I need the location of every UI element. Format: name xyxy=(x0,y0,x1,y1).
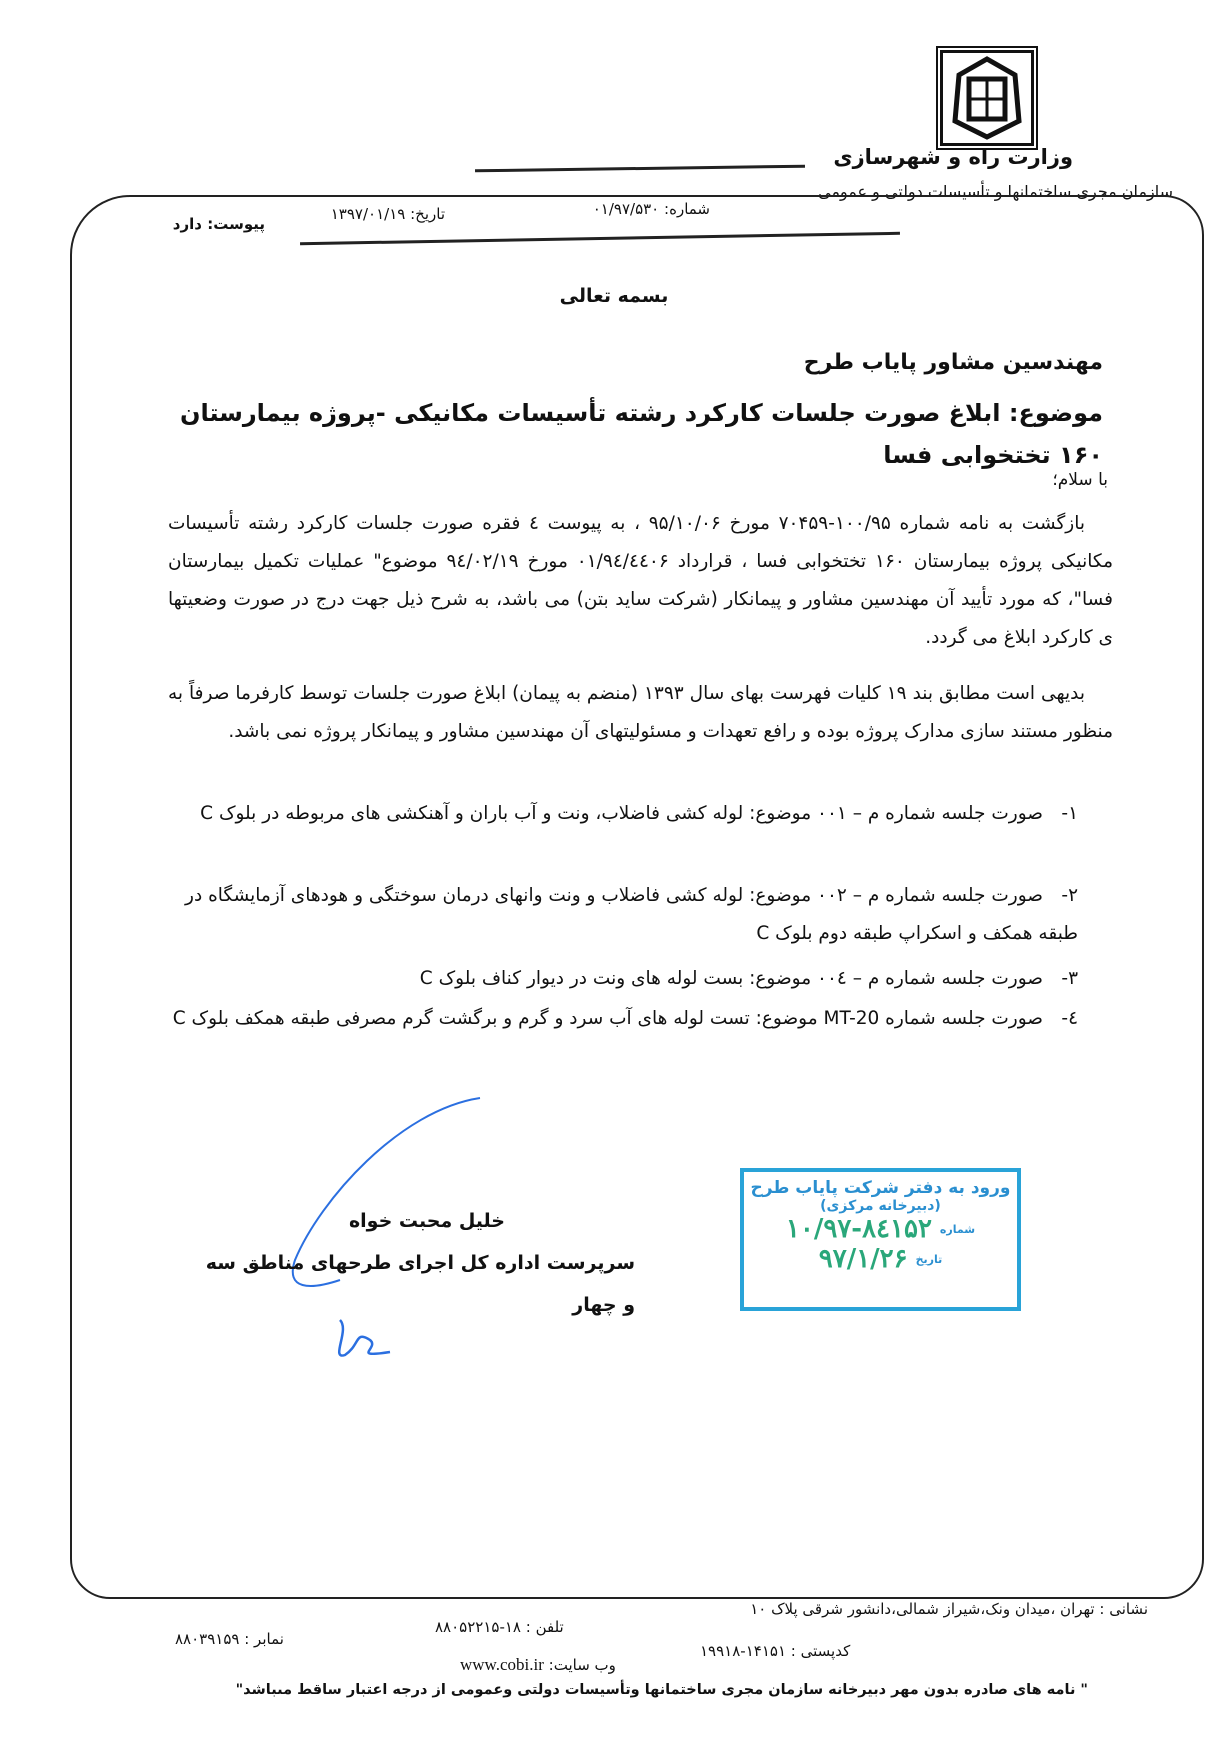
stamp-number-label: شماره xyxy=(939,1222,976,1236)
item-text: صورت جلسه شماره MT-20 موضوع: تست لوله های آب سرد و گرم و برگشت گرم مصرفی طبقه همکف بلوک C xyxy=(172,1008,1043,1029)
item-number: ۳- xyxy=(1061,968,1078,989)
addressee: مهندسین مشاور پایاب طرح xyxy=(803,350,1103,375)
organization-name: سازمان مجری ساختمانها و تأسیسات دولتی و عمومی xyxy=(818,182,1173,201)
body-paragraph: بدیهی است مطابق بند ۱۹ کلیات فهرست بهای سال ۱۳۹۳ (منضم به پیمان) ابلاغ صورت جلسات توسط کارفرما صرفاً به منظور مستند سازی مدارک پروژه بوده و رافع تعهدات و مسئولیتهای آن مهندسین مشاور و پیمانکار پروژه نمی باشد. xyxy=(168,683,1113,742)
website-label: وب سایت: xyxy=(548,1656,616,1674)
letter-attachment xyxy=(165,215,265,233)
footer-postal-code: کدپستی : ۱۴۱۵۱-۱۹۹۱۸ xyxy=(700,1642,851,1660)
footer-address: نشانی : تهران ،میدان ونک،شیراز شمالی،دانشور شرقی پلاک ۱۰ xyxy=(750,1600,1148,1618)
signature-block xyxy=(195,1200,635,1326)
letter-date xyxy=(315,205,445,223)
divider xyxy=(475,165,805,173)
basmala: بسمه تعالی xyxy=(559,285,669,307)
list-item xyxy=(148,1000,1078,1038)
attachment-value: دارد xyxy=(172,215,202,233)
stamp-line: ورود به دفتر شرکت پایاب طرح xyxy=(750,1178,1011,1198)
stamp-date-label: تاریخ xyxy=(915,1252,943,1266)
subject: موضوع: ابلاغ صورت جلسات کارکرد رشته تأسیسات مکانیکی -پروژه بیمارستان ۱۶۰ تختخوابی فسا xyxy=(179,399,1103,469)
stamp-date: ۹۷/۱/۲۶ xyxy=(818,1244,908,1274)
list-item xyxy=(148,795,1078,833)
footer-notice: " نامه های صادره بدون مهر دبیرخانه سازمان مجری ساختمانها وتأسیسات دولتی وعمومی از درجه اعتبار ساقط مىباشد" xyxy=(235,1682,1088,1698)
body-paragraph: بازگشت به نامه شماره ۱۰۰/۹۵-۷۰۴۵۹ مورخ ۹۵/۱۰/۰۶ ، به پیوست ٤ فقره صورت جلسات کارکرد رشته تأسیسات مکانیکی پروژه بیمارستان ۱۶۰ تختخوابی فسا ، قرارداد ۰۱/۹٤/٤٤۰۶ مورخ ۹٤/۰۲/۱۹ موضوع" عملیات تکمیل بیمارستان فسا"، که مورد تأیید آن مهندسین مشاور و پیمانکار (شرکت ساید بتن) می باشد، به شرح ذیل جهت درج در صورت وضعیتها ی کارکرد ابلاغ می گردد. xyxy=(168,513,1114,648)
website-link[interactable]: www.cobi.ir xyxy=(460,1655,544,1674)
item-number: ۱- xyxy=(1061,803,1078,824)
signatory-title: سرپرست اداره کل اجرای طرحهای مناطق سه و چهار xyxy=(205,1252,635,1316)
stamp-line: (دبیرخانه مرکزی) xyxy=(820,1198,941,1214)
item-text: صورت جلسه شماره م – ۰۰۱ موضوع: لوله کشی فاضلاب، ونت و آب باران و آهنکشی های مربوطه در بلوک C xyxy=(200,803,1043,824)
letter-number xyxy=(580,200,710,218)
received-stamp xyxy=(740,1168,1021,1311)
list-item xyxy=(148,960,1078,998)
date-label: تاریخ: xyxy=(410,205,445,223)
list-item xyxy=(148,877,1078,953)
item-number: ۲- xyxy=(1061,885,1078,906)
item-text: صورت جلسه شماره م – ۰۰٤ موضوع: بست لوله های ونت در دیوار کناف بلوک C xyxy=(419,968,1043,989)
ministry-logo xyxy=(940,50,1034,146)
footer-website xyxy=(460,1655,616,1675)
ministry-name: وزارت راه و شهرسازی xyxy=(833,145,1073,169)
date-value: ۱۳۹۷/۰۱/۱۹ xyxy=(330,205,406,223)
stamp-number: ۱۰/۹۷-۸٤۱۵۲ xyxy=(785,1214,932,1244)
item-text: صورت جلسه شماره م – ۰۰۲ موضوع: لوله کشی فاضلاب و ونت وانهای درمان سوختگی و هودهای آزمایشگاه در طبقه همکف و اسکراپ طبقه دوم بلوک C xyxy=(185,885,1078,944)
attachment-label: پیوست: xyxy=(207,215,265,233)
signatory-name: خلیل محبت خواه xyxy=(348,1210,505,1232)
footer-fax: نمابر : ۸۸۰۳۹۱۵۹ xyxy=(175,1630,284,1648)
number-label: شماره: xyxy=(664,200,710,218)
greeting: با سلام؛ xyxy=(1052,470,1108,490)
number-value: ۰۱/۹۷/۵۳۰ xyxy=(592,200,660,218)
footer-phone: تلفن : ۱۸-۸۸۰۵۲۲۱۵ xyxy=(435,1618,564,1636)
item-number: ٤- xyxy=(1061,1008,1078,1029)
